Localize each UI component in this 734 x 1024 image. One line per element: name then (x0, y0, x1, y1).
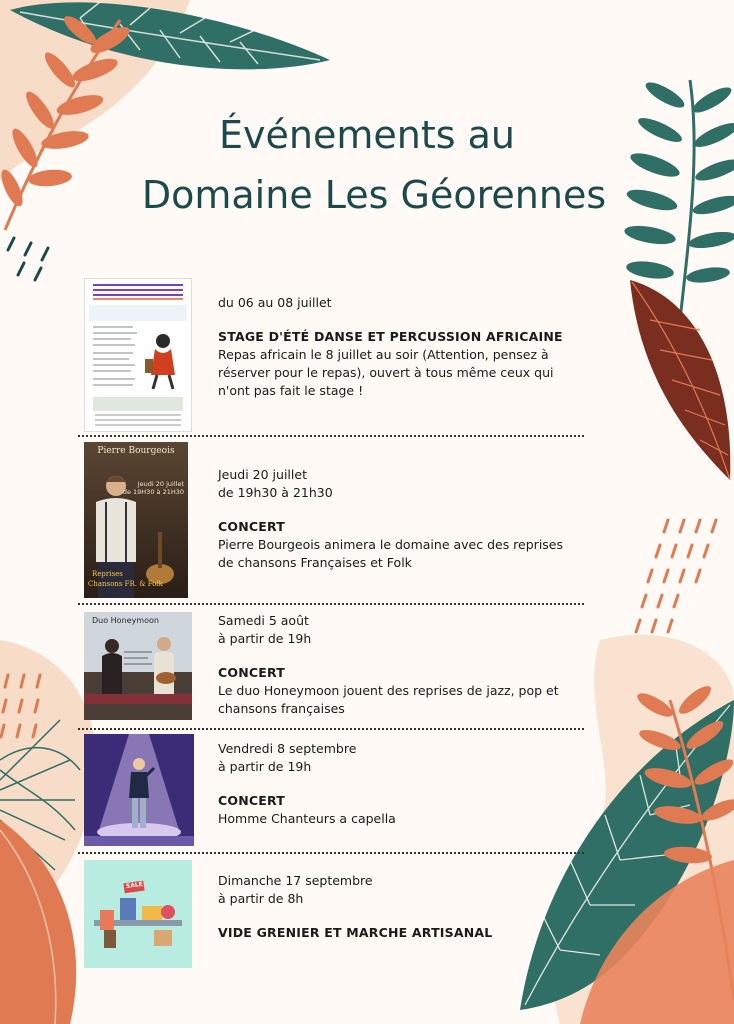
event-time: à partir de 19h (218, 759, 312, 774)
event-date: du 06 au 08 juillet (218, 295, 332, 310)
event-item (78, 610, 584, 722)
event-item (78, 442, 584, 598)
event-text (218, 612, 578, 718)
event-date: Dimanche 17 septembre (218, 873, 373, 888)
event-divider (78, 435, 584, 437)
event-divider (78, 728, 584, 730)
event-text (218, 740, 578, 828)
poster-when-line1: Jeudi 20 juillet (137, 480, 184, 488)
stage-flyer-thumbnail (84, 278, 192, 432)
event-date: Samedi 5 août (218, 613, 309, 628)
poster-tag-line2: Chansons FR. & Folk (88, 580, 163, 588)
sale-sign: SALE (125, 880, 144, 891)
event-description: Pierre Bourgeois animera le domaine avec des reprises de chansons Françaises et Folk (218, 537, 564, 570)
pierre-bourgeois-poster (84, 442, 188, 598)
poster-tag-line1: Reprises (92, 570, 123, 578)
event-date: Vendredi 8 septembre (218, 741, 357, 756)
brown-leaf-right (630, 280, 730, 480)
event-text (218, 294, 578, 400)
page-title-line2: Domaine Les Géorennes (141, 173, 607, 217)
event-divider (78, 603, 584, 605)
event-divider (78, 852, 584, 854)
page-title-line1: Événements au (219, 113, 515, 157)
garage-sale-illustration (84, 860, 192, 968)
event-description: Homme Chanteurs a capella (218, 811, 396, 826)
event-category: CONCERT (218, 665, 285, 680)
singer-spotlight-illustration (84, 734, 194, 846)
event-time: à partir de 19h (218, 631, 312, 646)
event-description: Le duo Honeymoon jouent des reprises de jazz, pop et chansons françaises (218, 683, 559, 716)
event-text (218, 466, 578, 572)
event-category: STAGE D'ÉTÉ DANSE ET PERCUSSION AFRICAINE (218, 329, 563, 344)
event-date: Jeudi 20 juillet (218, 467, 307, 482)
event-text (218, 872, 578, 942)
poster-name: Duo Honeymoon (92, 616, 159, 625)
event-time: à partir de 8h (218, 891, 304, 906)
poster-name: Pierre Bourgeois (97, 446, 175, 456)
event-item (78, 860, 584, 968)
event-description: Repas africain le 8 juillet au soir (Attention, pensez à réserver pour le repas), ouvert à tous même ceux qui n'ont pas fait le stage ! (218, 347, 554, 398)
duo-honeymoon-photo (84, 612, 192, 720)
event-category: CONCERT (218, 519, 285, 534)
event-time: de 19h30 à 21h30 (218, 485, 333, 500)
event-category: VIDE GRENIER ET MARCHE ARTISANAL (218, 925, 493, 940)
poster-when-line2: de 19H30 à 21H30 (122, 488, 184, 496)
event-category: CONCERT (218, 793, 285, 808)
event-item (78, 734, 584, 846)
event-item (78, 278, 584, 430)
